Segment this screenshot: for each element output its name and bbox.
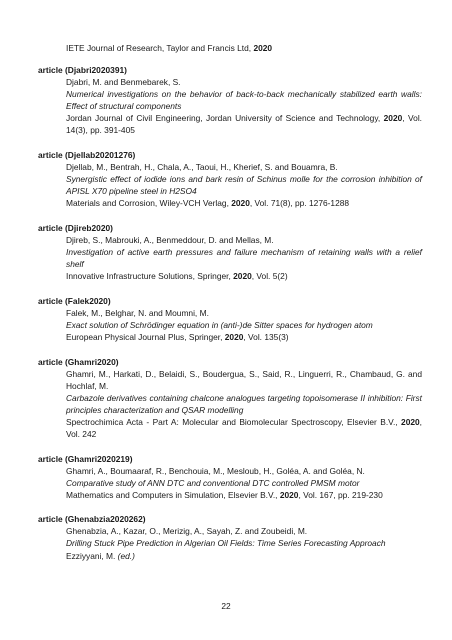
entry-source: Materials and Corrosion, Wiley-VCH Verlag, 2020, Vol. 71(8), pp. 1276-1288 — [66, 198, 350, 209]
entry-title: Investigation of active earth pressures and failure mechanism of retaining walls with a relief shelf — [66, 246, 422, 270]
entry-authors: Djabri, M. and Benmebarek, S. — [66, 77, 181, 87]
entry-source: Mathematics and Computers in Simulation, Elsevier B.V., 2020, Vol. 167, pp. 219-230 — [66, 489, 383, 500]
entry-authors: Ghamri, M., Harkati, D., Belaidi, S., Boudergua, S., Said, R., Linguerri, R., Chambaud, G. and Hochlaf, M. — [66, 368, 422, 391]
entry-title: Numerical investigations on the behavior of back-to-back mechanically stabilized earth walls: Effect of structural components — [66, 89, 422, 112]
entry-source: Spectrochimica Acta - Part A: Molecular and Biomolecular Spectroscopy, Elsevier B.V., 2020, Vol. 242 — [66, 416, 422, 439]
entry-title: Synergistic effect of iodide ions and bark resin of Schinus molle for the corrosion inhibition of APISL X70 pipeline steel in H2SO4 — [66, 174, 422, 197]
bibliography-list — [38, 64, 422, 574]
bib-entry — [38, 64, 422, 136]
page-number: 22 — [221, 601, 231, 611]
continued-reference — [66, 42, 421, 54]
entry-editor: Ezziyyani, M. (ed.) — [66, 550, 135, 561]
entry-key: article (Falek2020) — [38, 295, 111, 306]
entry-title: Carbazole derivatives containing chalcone analogues targeting topoisomerase II inhibition: First principles characterization and QSAR modelling — [66, 392, 422, 415]
entry-source: European Physical Journal Plus, Springer, 2020, Vol. 135(3) — [66, 331, 289, 342]
bib-entry — [38, 295, 422, 343]
entry-source: Jordan Journal of Civil Engineering, Jordan University of Science and Technology, 2020, Vol. 14(3), pp. 391-405 — [66, 113, 423, 136]
bib-entry — [38, 149, 422, 209]
entry-authors: Ghamri, A., Boumaaraf, R., Benchouia, M., Mesloub, H., Goléa, A. and Goléa, N. — [66, 465, 365, 476]
entry-title: Exact solution of Schrödinger equation in (anti-)de Sitter spaces for hydrogen atom — [66, 319, 373, 330]
entry-authors: Djireb, S., Mabrouki, A., Benmeddour, D. and Mellas, M. — [66, 234, 274, 245]
entry-key: article (Djireb2020) — [38, 222, 113, 233]
entry-title: Comparative study of ANN DTC and conventional DTC controlled PMSM motor — [66, 477, 360, 488]
entry-key: article (Ghamri2020) — [38, 356, 119, 367]
bib-entry — [38, 356, 422, 441]
entry-authors: Ghenabzia, A., Kazar, O., Merizig, A., Sayah, Z. and Zoubeidi, M. — [66, 526, 308, 537]
entry-key: article (Djellab20201276) — [38, 149, 136, 160]
bib-entry — [38, 222, 422, 282]
bib-entry — [38, 513, 422, 561]
lead-text: IETE Journal of Research, Taylor and Francis Ltd, — [66, 43, 254, 53]
entry-title: Drilling Stuck Pipe Prediction in Algerian Oil Fields: Time Series Forecasting Approach — [66, 538, 386, 549]
bib-entry — [38, 453, 422, 501]
entry-authors: Djellab, M., Bentrah, H., Chala, A., Taoui, H., Kherief, S. and Bouamra, B. — [66, 161, 338, 172]
entry-key: article (Ghenabzia2020262) — [38, 514, 146, 525]
entry-authors: Falek, M., Belghar, N. and Moumni, M. — [66, 307, 209, 318]
entry-source: Innovative Infrastructure Solutions, Springer, 2020, Vol. 5(2) — [66, 271, 288, 282]
entry-key: article (Djabri2020391) — [38, 65, 127, 75]
entry-key: article (Ghamri2020219) — [38, 453, 133, 464]
lead-year: 2020 — [253, 43, 273, 53]
